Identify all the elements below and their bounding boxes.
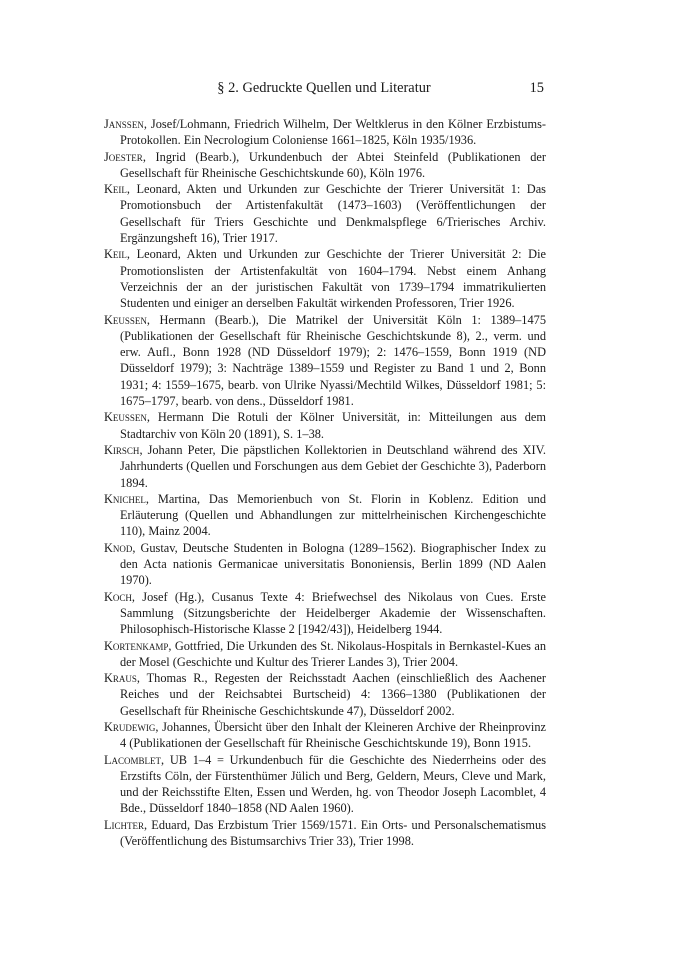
bibliography-entry [104,540,546,589]
bibliography-entry [104,589,546,638]
bibliography-entry [104,246,546,311]
bibliography-entry [104,149,546,182]
entry-author: Knichel [104,491,146,506]
entry-author: Krudewig [104,719,156,734]
entry-author: Knod [104,540,133,555]
entry-author: Joester [104,149,143,164]
entry-author: Lacomblet [104,752,162,767]
bibliography-entry [104,442,546,491]
entry-text: , Leonard, Akten und Urkunden zur Geschichte der Trierer Universität 1: Das Promotionsbuch der Artistenfakultät (1473–1603) (Veröffentlichungen der Gesellschaft für Triers Geschichte und Denkmalspflege 6/Trierisches Archiv. Ergänzungsheft 16), Trier 1917. [120,182,546,246]
entry-text: , Johannes, Übersicht über den Inhalt der Kleineren Archive der Rheinprovinz 4 (Publikationen der Gesellschaft für Rheinische Geschichtskunde 19), Bonn 1915. [120,719,546,751]
entry-text: , Gustav, Deutsche Studenten in Bologna (1289–1562). Biographischer Index zu den Acta nationis Germanicae universitatis Bononiensis, Berlin 1899 (ND Aalen 1970). [120,540,546,588]
bibliography-entry [104,719,546,752]
entry-author: Kirsch [104,442,140,457]
entry-author: Janssen [104,117,144,131]
entry-author: Kortenkamp [104,638,169,653]
entry-text: , Thomas R., Regesten der Reichsstadt Aachen (einschließlich des Aachener Reiches und der Reichsabtei Burtscheid) 4: 1366–1380 (Publikationen der Gesellschaft für Rheinische Geschichtskunde 47), Düsseldorf 2002. [120,671,546,718]
entry-author: Keussen [104,410,147,425]
entry-author: Keil [104,247,127,262]
entry-author: Kraus [104,671,137,686]
bibliography-list [104,116,546,849]
bibliography-entry [104,670,546,719]
entry-text: , Martina, Das Memorienbuch von St. Florin in Koblenz. Edition und Erläuterung (Quellen und Abhandlungen zur mittelrheinischen Kirchengeschichte 110), Mainz 2004. [120,491,546,539]
running-title: § 2. Gedruckte Quellen und Literatur [217,80,431,96]
entry-text: , Hermann (Bearb.), Die Matrikel der Universität Köln 1: 1389–1475 (Publikationen der Gesellschaft für Rheinische Geschichtskunde 8), 2., verm. und erw. Aufl., Bonn 1928 (ND Düsseldorf 1979); 2: 1476–1559, Bonn 1919 (ND Düsseldorf 1979); 3: Nachträge 1389–1559 und Register zu Band 1 und 2, Bonn 1931; 4: 1559–1675, bearb. von Ulrike Nyassi/Mechtild Wilkes, Düsseldorf 1981; 5: 1675–1797, bearb. von dens., Düsseldorf 1981. [120,312,546,409]
bibliography-entry [104,181,546,246]
entry-author: Keil [104,182,127,197]
entry-text: , Josef/Lohmann, Friedrich Wilhelm, Der Weltklerus in den Kölner Erzbistums-Protokollen. Ein Necrologium Coloniense 1661–1825, Köln 1935/1936. [120,117,546,148]
page-header [104,80,544,104]
entry-author: Koch [104,589,132,604]
entry-author: Lichter [104,817,145,832]
entry-text: , Johann Peter, Die päpstlichen Kollektorien in Deutschland während des XIV. Jahrhunderts (Quellen und Forschungen aus dem Gebiet der Geschichte 3), Paderborn 1894. [120,442,546,490]
entry-text: , Eduard, Das Erzbistum Trier 1569/1571. Ein Orts- und Personalschematismus (Veröffentlichung des Bistumsarchivs Trier 33), Trier 1998. [120,817,546,849]
bibliography-entry [104,817,546,850]
bibliography-entry [104,491,546,540]
bibliography-entry [104,116,546,149]
bibliography-entry [104,752,546,817]
bibliography-entry [104,638,546,671]
bibliography-entry [104,312,546,410]
entry-text: , Josef (Hg.), Cusanus Texte 4: Briefwechsel des Nikolaus von Cues. Erste Sammlung (Sitzungsberichte der Heidelberger Akademie der Wissenschaften. Philosophisch-Historische Klasse 2 [1942/43]), Heidelberg 1944. [120,589,546,637]
entry-text: , Hermann Die Rotuli der Kölner Universität, in: Mitteilungen aus dem Stadtarchiv von Köln 20 (1891), S. 1–38. [120,410,546,441]
entry-author: Keussen [104,312,147,327]
entry-text: , UB 1–4 = Urkundenbuch für die Geschichte des Niederrheins oder des Erzstifts Cöln, der Fürstenthümer Jülich und Berg, Geldern, Meurs, Cleve und Mark, und der Reichsstifte Elten, Essen und Werden, hg. von Theodor Joseph Lacomblet, 4 Bde., Düsseldorf 1840–1858 (ND Aalen 1960). [120,752,546,816]
entry-text: , Ingrid (Bearb.), Urkundenbuch der Abtei Steinfeld (Publikationen der Gesellschaft für Rheinische Geschichtskunde 60), Köln 1976. [120,149,546,180]
entry-text: , Leonard, Akten und Urkunden zur Geschichte der Trierer Universität 2: Die Promotionslisten der Artistenfakultät von 1604–1794. Nebst einem Anhang Verzeichnis der an der juristischen Fakultät von 1739–1794 immatrikulierten Studenten und einiger an derselben Fakultät wirkenden Professoren, Trier 1926. [120,247,546,311]
entry-text: , Gottfried, Die Urkunden des St. Nikolaus-Hospitals in Bernkastel-Kues an der Mosel (Geschichte und Kultur des Trierer Landes 3), Trier 2004. [120,638,546,669]
bibliography-entry [104,409,546,442]
page-number: 15 [529,80,544,96]
